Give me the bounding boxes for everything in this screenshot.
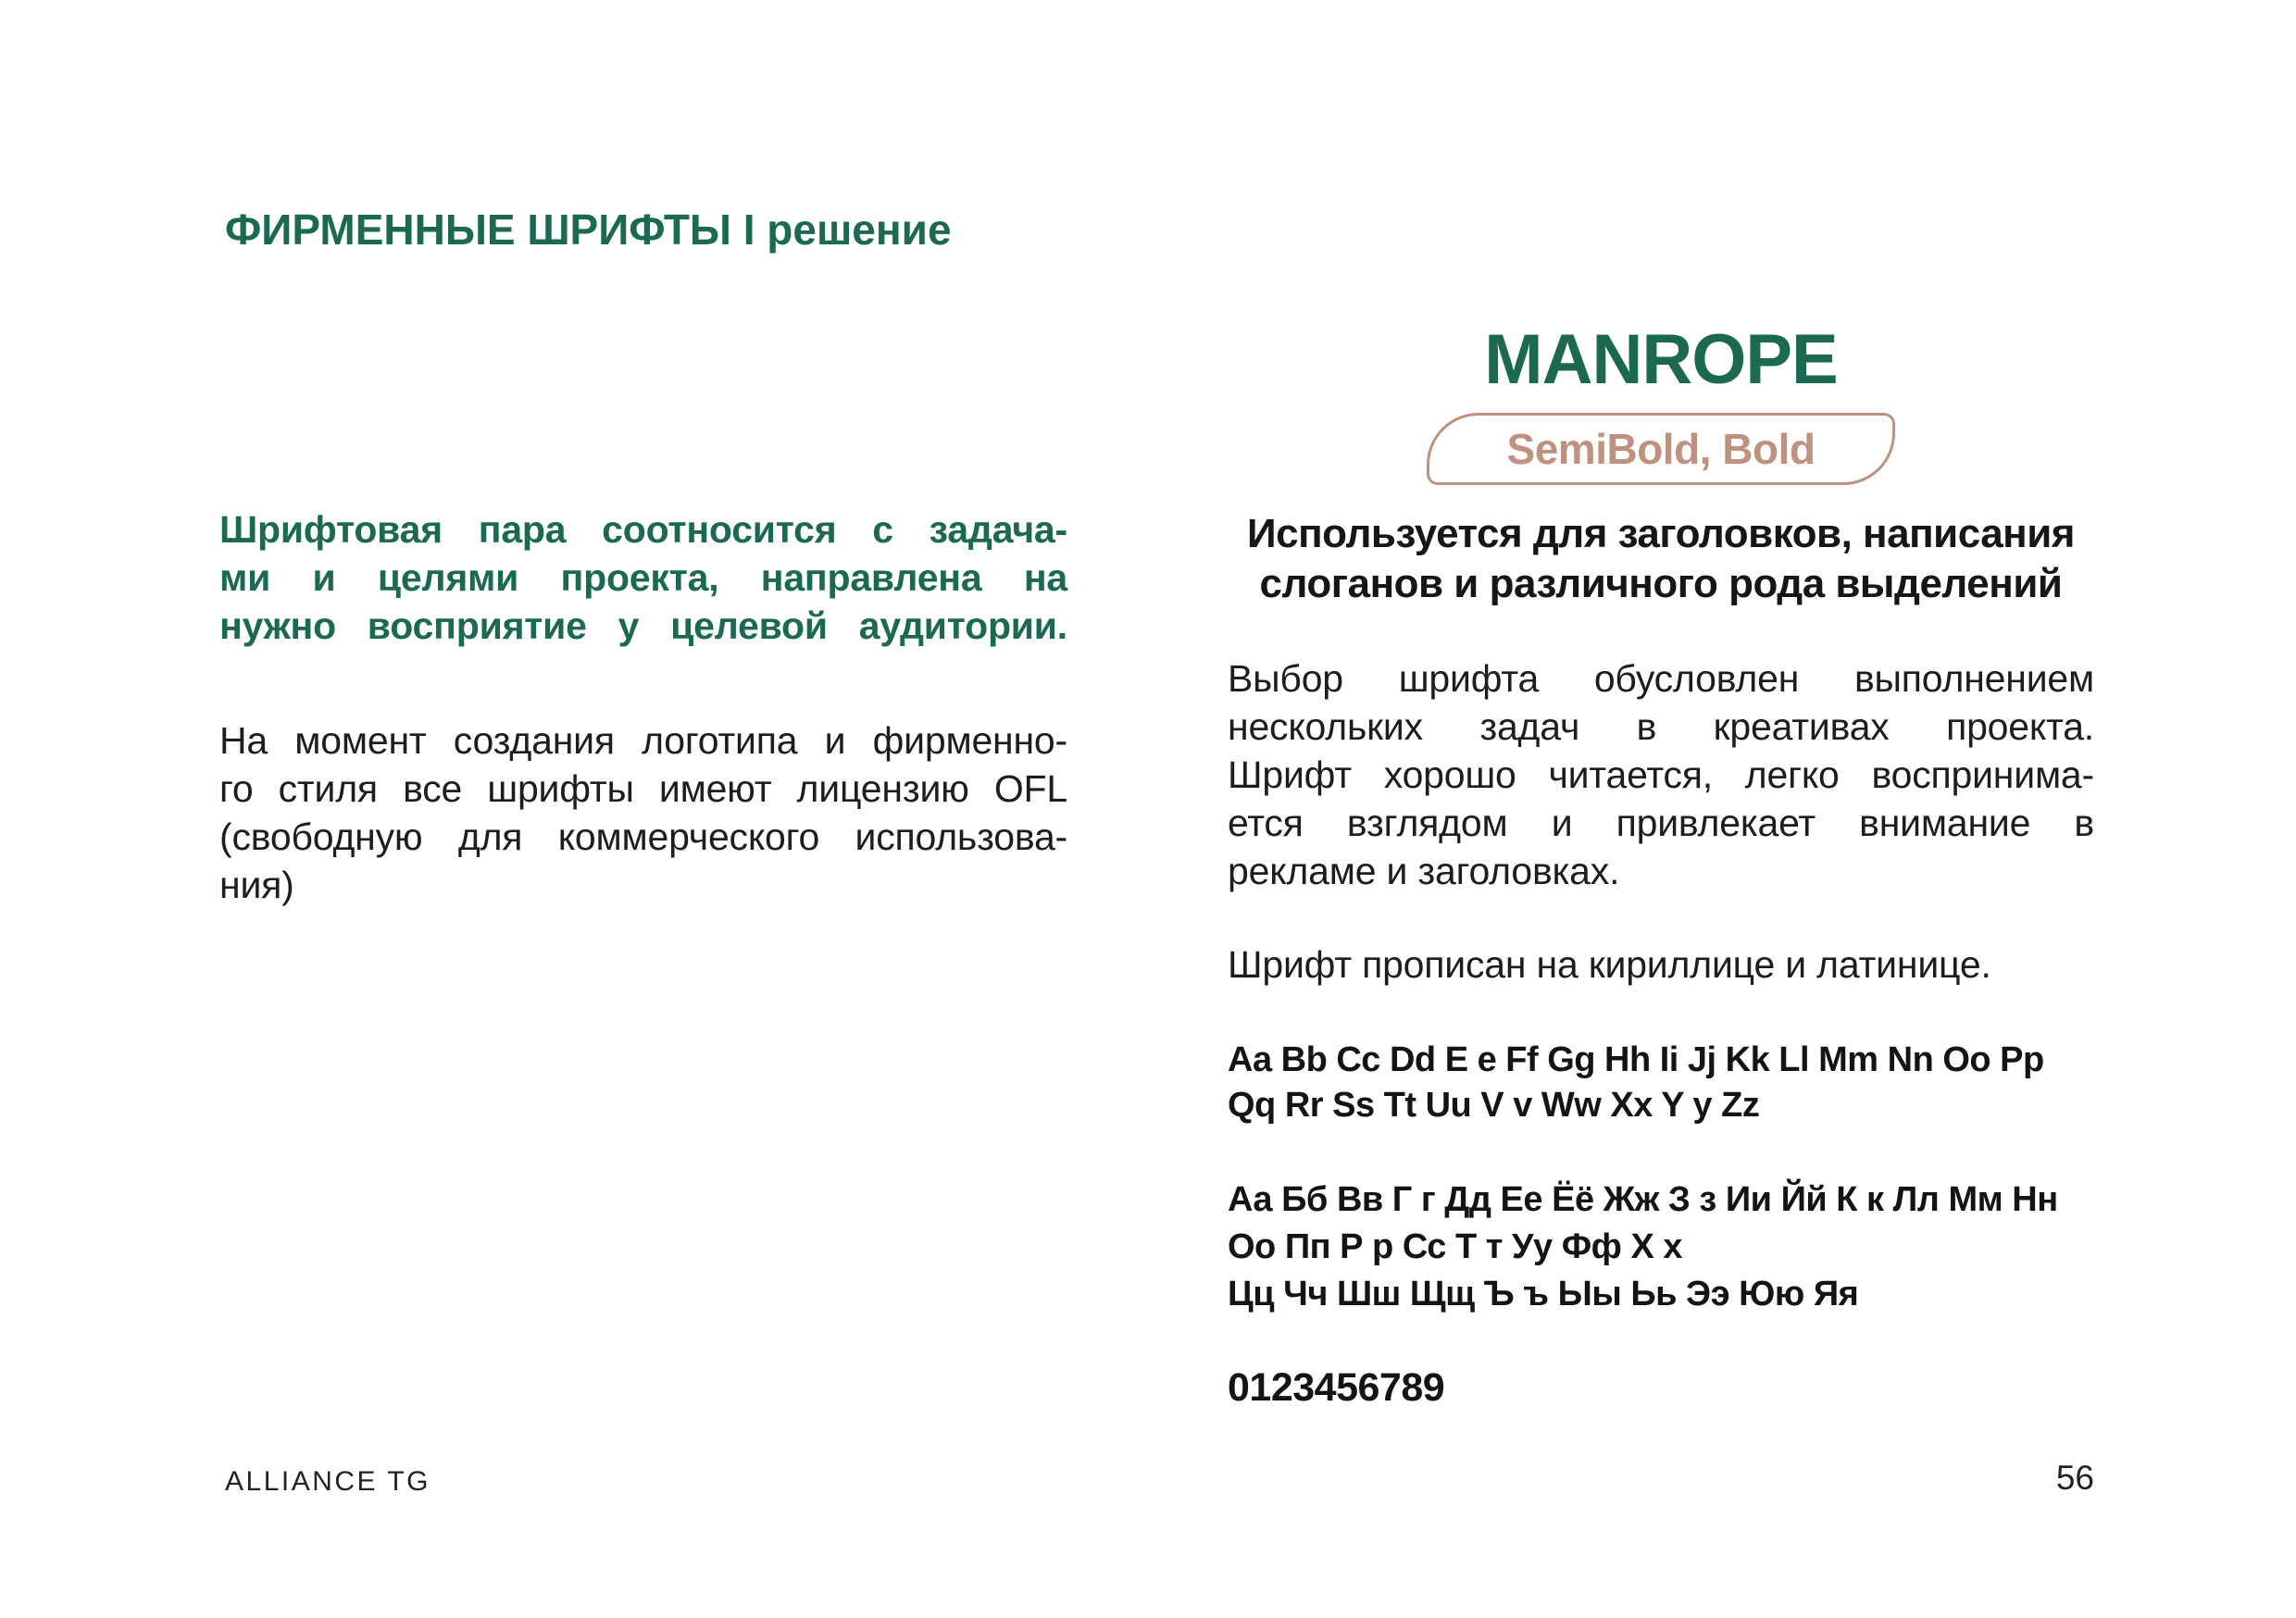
footer-brand: ALLIANCE TG <box>225 1466 431 1497</box>
page-number: 56 <box>2055 1459 2094 1497</box>
script-support-note: Шрифт прописан на кириллице и латинице. <box>1228 943 1991 986</box>
license-paragraph: На момент создания логотипа и фирменно- го стиля все шрифты имеют лицензию OFL (свободную для коммерческого использова- ния) <box>219 719 1067 906</box>
cyrillic-alphabet-sample: Аа Бб Вв Г г Дд Ее Ёё Жж З з Ии Йй К к Лл Мм Нн Оо Пп Р р Сс Т т Уу Фф Х х Цц Чч Шш Щщ Ъ ъ Ыы Ьь Ээ Юю Яя <box>1228 1180 2058 1313</box>
font-weights-badge <box>1427 413 1895 485</box>
font-name-heading: MANROPE <box>1484 320 1838 399</box>
page-title: ФИРМЕННЫЕ ШРИФТЫ I решение <box>225 205 952 254</box>
left-column <box>219 0 1067 1618</box>
right-column <box>1228 0 2094 1618</box>
usage-heading: Используется для заголовков, написания слоганов и различного рода выделений <box>1247 511 2075 606</box>
font-description-paragraph: Выбор шрифта обусловлен выполнением нескольких задач в креативах проекта. Шрифт хорошо читается, легко воспринима- ется взглядом и привлекает внимание в рекламе и заголовках. <box>1228 657 2094 892</box>
digits-sample: 0123456789 <box>1228 1365 1445 1410</box>
lead-paragraph: Шрифтовая пара соотносится с задача- ми и целями проекта, направлена на нужно восприятие у целевой аудитории. <box>219 508 1067 647</box>
latin-alphabet-sample: Aa Bb Cc Dd E e Ff Gg Hh Ii Jj Kk Ll Mm Nn Oo Pp Qq Rr Ss Tt Uu V v Ww Xx Y y Zz <box>1228 1040 2044 1125</box>
font-weights-label: SemiBold, Bold <box>1506 425 1816 473</box>
